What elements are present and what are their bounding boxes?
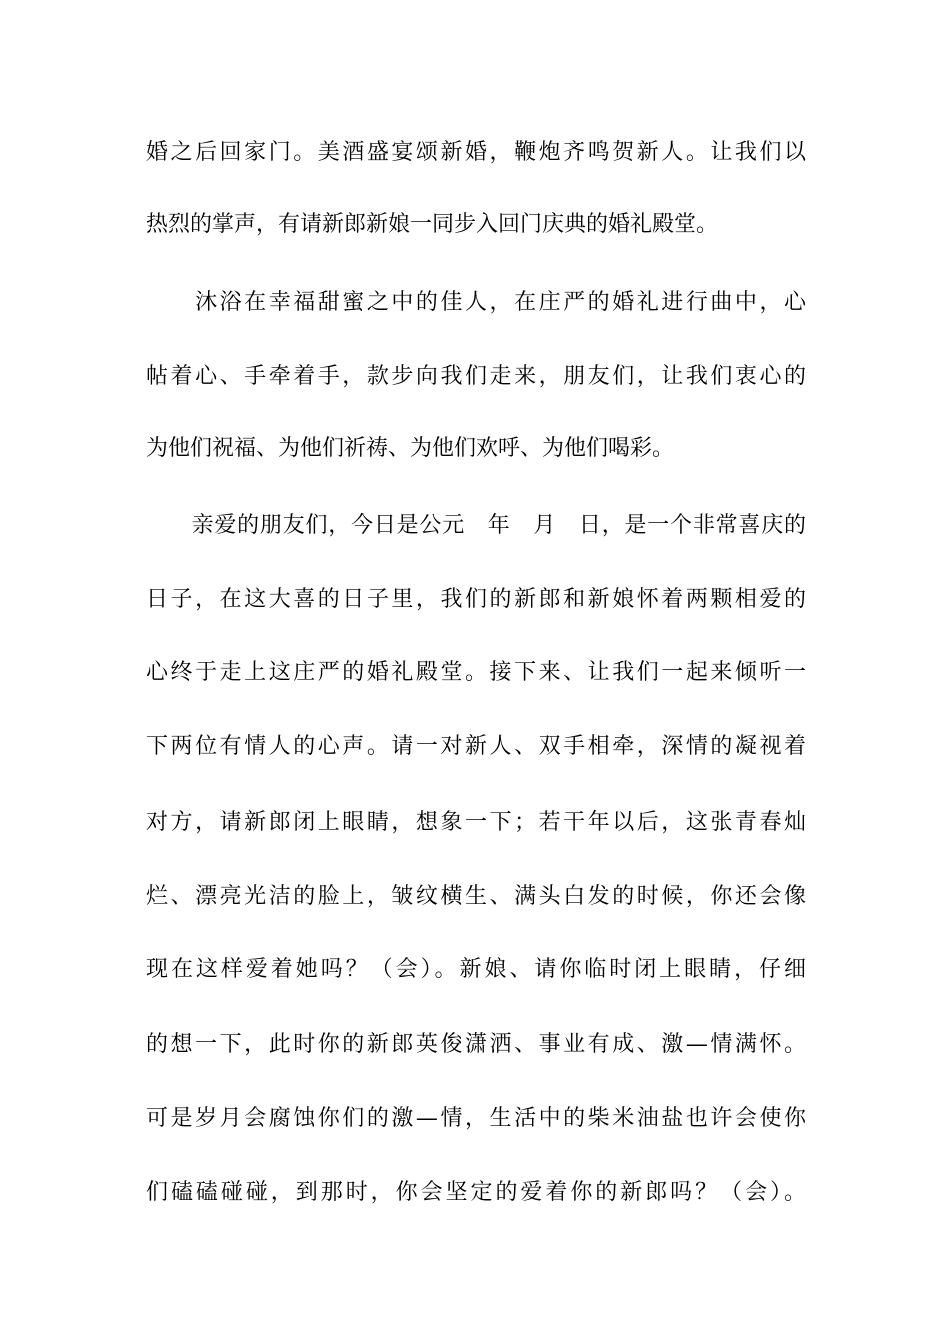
text-line: 婚之后回家门。美酒盛宴颂新婚，鞭炮齐鸣贺新人。让我们以: [146, 140, 806, 165]
text-line: 为他们祝福、为他们祈祷、为他们欢呼、为他们喝彩。: [146, 436, 675, 461]
text-line: 亲爱的朋友们，今日是公元 年 月 日，是一个非常喜庆的: [146, 513, 806, 538]
text-line: 帖着心、手牵着手，款步向我们走来，朋友们，让我们衷心的: [146, 364, 806, 389]
text-line: 日子，在这大喜的日子里，我们的新郎和新娘怀着两颗相爱的: [146, 587, 806, 612]
text-line: 烂、漂亮光洁的脸上，皱纹横生、满头白发的时候，你还会像: [146, 884, 806, 909]
text-line: 现在这样爱着她吗？（会）。新娘、请你临时闭上眼睛，仔细: [146, 957, 806, 982]
text-line: 对方，请新郎闭上眼睛，想象一下；若干年以后，这张青春灿: [146, 810, 806, 835]
text-line: 们磕磕碰碰，到那时，你会坚定的爱着你的新郎吗？（会）。: [146, 1180, 806, 1205]
text-line: 沐浴在幸福甜蜜之中的佳人，在庄严的婚礼进行曲中，心: [146, 290, 806, 315]
text-line: 心终于走上这庄严的婚礼殿堂。接下来、让我们一起来倾听一: [146, 660, 806, 685]
text-line: 可是岁月会腐蚀你们的激—情，生活中的柴米油盐也许会使你: [146, 1106, 806, 1131]
text-line: 的想一下，此时你的新郎英俊潇洒、事业有成、激—情满怀。: [146, 1032, 806, 1057]
text-line: 下两位有情人的心声。请一对新人、双手相牵，深情的凝视着: [146, 734, 806, 759]
text-line: 热烈的掌声，有请新郎新娘一同步入回门庆典的婚礼殿堂。: [146, 212, 719, 237]
